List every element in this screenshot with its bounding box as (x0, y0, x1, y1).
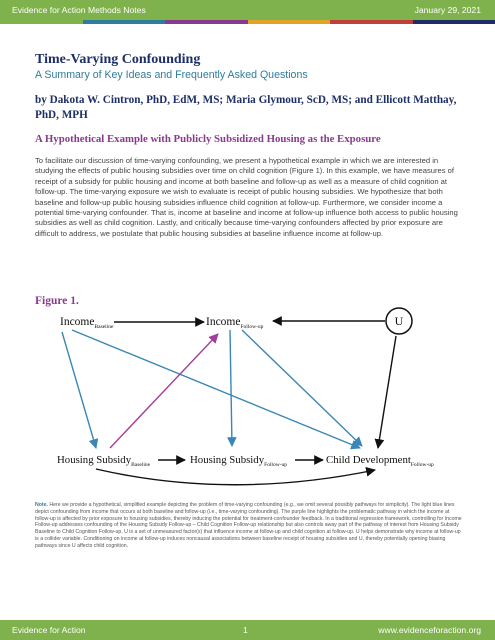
edge-housing-baseline-to-child-development (96, 469, 375, 485)
edge-u-to-child-development (378, 336, 396, 448)
edge-income-followup-to-housing-followup (230, 330, 232, 446)
note-text: Here we provide a hypothetical, simplified example depicting the problem of time-varying confounding (e.g., we omit several possibly pathways for simplicity). The light blue lines depict confounding from income that occurs at both baseline and follow-up (i.e., time-varying confounding). The purple line highlights the problematic pathway in which the income at follow-up is affected by prior exposure to housing subsidies, thereby inducing the potential for treatment-confounder feedback. In a traditional regression framework, controlling for Income Follow-up addresses confounding of the Housing Subsidy Follow-up – Child Cognition Follow-up relationship but also controls away part of the pathway of interest from Housing Subsidy Baseline to Child Cognition Follow-up. U is a set of unmeasured factor(s) that influence income at follow-up and child cognition at follow-up. U helps demonstrate why income at follow-up is a collider variable. Conditioning on income at follow-up induces noncausal associations between baseline receipt of housing subsidies and U, thereby potentially opening biasing pathways since U affects child cognition. (35, 502, 462, 549)
footer-bar (0, 620, 495, 640)
header-date: January 29, 2021 (414, 5, 481, 15)
header-title: Evidence for Action Methods Notes (12, 5, 146, 15)
node-income-baseline: IncomeBaseline (60, 316, 114, 330)
body-paragraph: To facilitate our discussion of time-varying confounding, we present a hypothetical example in which we are interested in studying the effects of public housing subsidies over time on child cognition (Figure 1). In this example, we have measures of receipt of a subsidy for public housing and income at both baseline and follow-up as well as a measure of child cognition at follow-up. The time-varying exposure we wish to evaluate is receipt of public housing subsidies. We hypothesize that both baseline and follow-up public housing subsidies influence child cognition at follow-up. Furthermore, we consider income a potential time-varying confounder. That is, income at baseline and income at follow-up influence both access to public housing subsidies as well as child cognition. Lastly, and critically because time-varying confounders affected by prior exposure are difficult to address, we postulate that public housing subsidies at baseline influence income at follow-up. (35, 156, 458, 238)
node-housing-baseline: Housing SubsidyBaseline (57, 454, 151, 468)
edge-income-baseline-to-child-development (72, 330, 360, 448)
figure-note (35, 502, 463, 550)
edge-income-baseline-to-housing-baseline (62, 332, 96, 448)
node-u: U (394, 314, 404, 328)
authors: by Dakota W. Cintron, PhD, EdM, MS; Maria Glymour, ScD, MS; and Ellicott Matthay, PhD, MPH (35, 94, 457, 121)
edge-housing-baseline-to-income-followup (110, 334, 218, 448)
figure-label: Figure 1. (35, 295, 79, 307)
footer-website-link[interactable]: www.evidenceforaction.org (378, 625, 481, 635)
page-subtitle: A Summary of Key Ideas and Frequently Asked Questions (35, 69, 308, 81)
footer-org: Evidence for Action (12, 625, 86, 635)
node-income-followup: IncomeFollow-up (206, 316, 264, 330)
node-child-development: Child DevelopmentFollow-up (326, 454, 434, 468)
page-title: Time-Varying Confounding (35, 52, 201, 67)
node-housing-followup: Housing SubsidyFollow-up (190, 454, 288, 468)
section-heading: A Hypothetical Example with Publicly Subsidized Housing as the Exposure (35, 133, 381, 145)
note-label: Note. (35, 502, 48, 508)
edge-income-followup-to-child-development (242, 330, 362, 446)
page-number: 1 (243, 625, 248, 635)
